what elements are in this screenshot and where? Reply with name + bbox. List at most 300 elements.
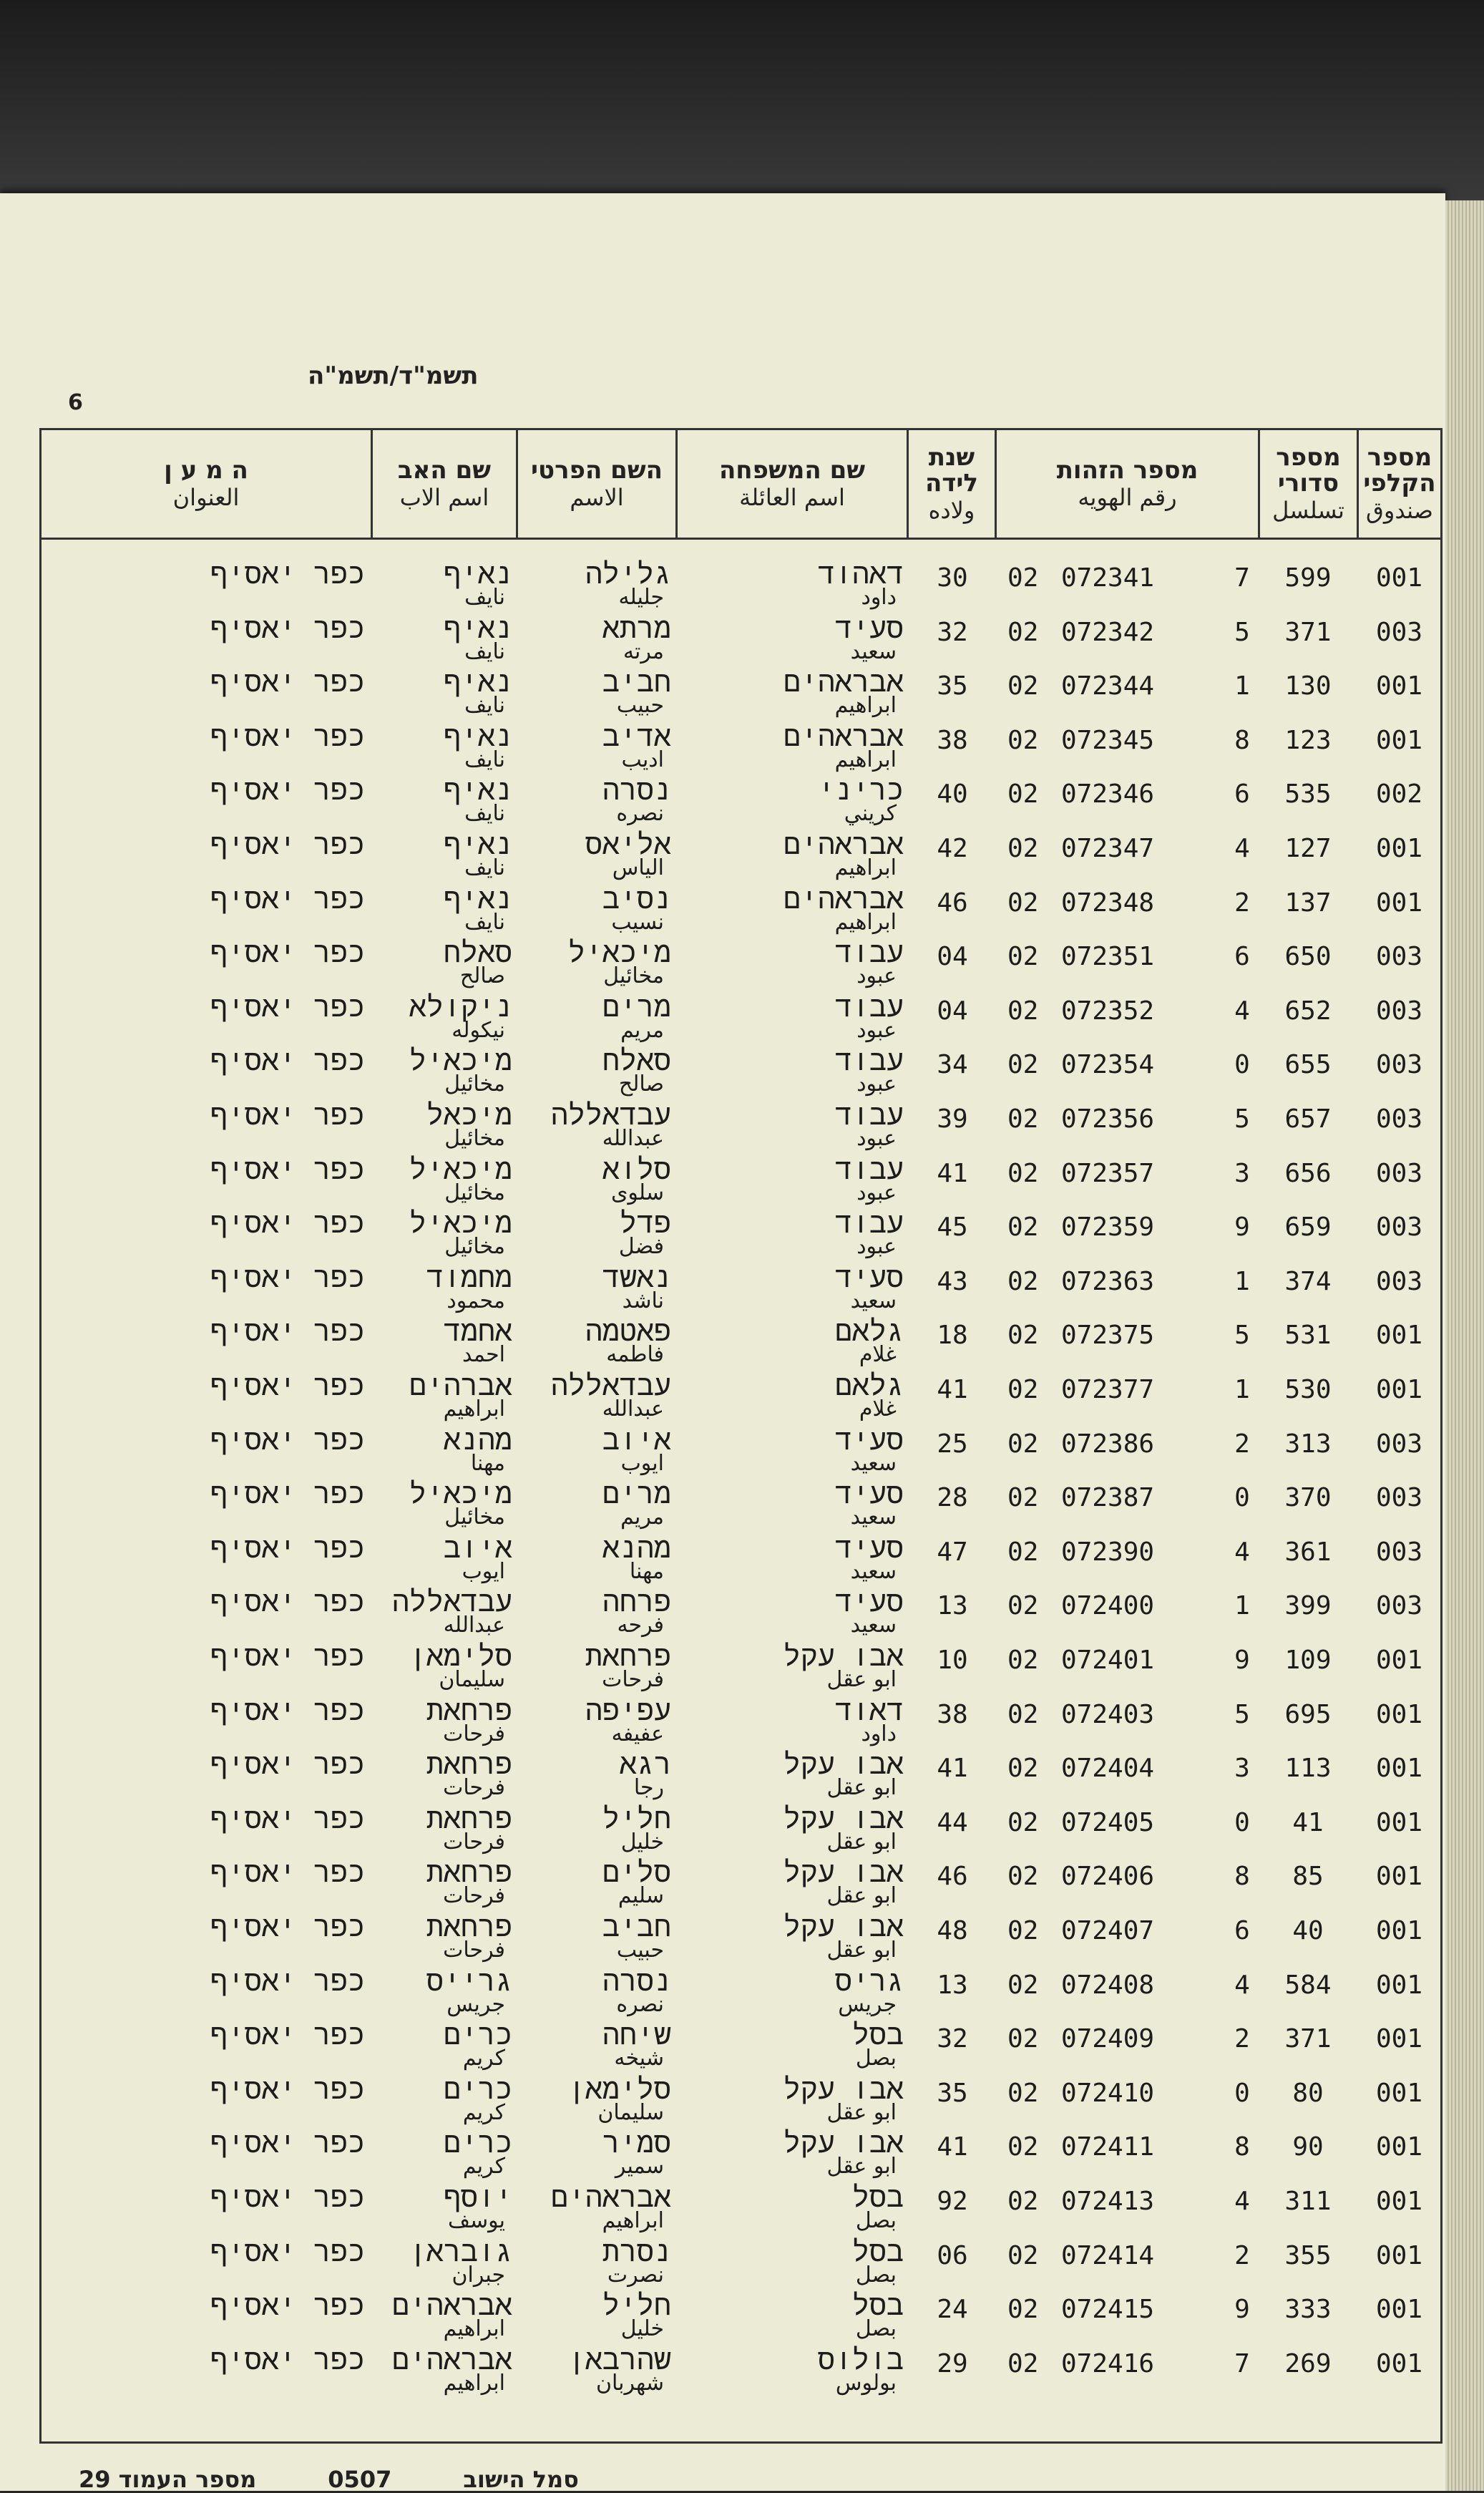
page-stack-edge: [1445, 200, 1484, 2491]
header-ballot-ar: صندوق: [1366, 497, 1433, 524]
cell-check: 0: [1234, 1050, 1250, 1080]
cell-id-prefix: 02: [1007, 1158, 1039, 1188]
cell-family-name-he: אבראהים: [783, 882, 904, 915]
cell-id: 072415: [1061, 2295, 1155, 2325]
cell-ballot: 003: [1375, 1104, 1423, 1134]
cell-first-name-he: פאטמה: [585, 1315, 671, 1348]
voter-table: [39, 428, 1442, 2444]
cell-father-name-he: מיכאיל: [409, 1152, 512, 1186]
cell-father-name-he: סלימאן: [409, 1640, 512, 1673]
cell-first-name-ar: صالح: [618, 1071, 664, 1097]
cell-id: 072352: [1061, 996, 1155, 1026]
cell-id: 072356: [1061, 1104, 1155, 1134]
cell-first-name-ar: عبدالله: [602, 1126, 664, 1151]
cell-address: כפר יאסיף: [210, 1585, 365, 1619]
cell-year: 43: [937, 1266, 968, 1296]
cell-id: 072409: [1061, 2024, 1155, 2054]
cell-check: 0: [1234, 1483, 1250, 1513]
cell-ballot: 001: [1375, 1970, 1423, 2000]
table-row: [42, 1153, 1440, 1207]
cell-family-name-ar: ابراهيم: [834, 855, 897, 880]
cell-id-prefix: 02: [1007, 1591, 1039, 1621]
cell-address: כפר יאסיף: [210, 2289, 365, 2323]
cell-family-name-ar: ابو عقل: [826, 1667, 897, 1692]
cell-check: 4: [1234, 996, 1250, 1026]
cell-year: 45: [937, 1213, 968, 1243]
cell-id-prefix: 02: [1007, 2078, 1039, 2108]
table-row: [42, 666, 1440, 719]
footer-locality-label: סמל הישוב: [463, 2466, 579, 2493]
cell-family-name-he: אבראהים: [783, 719, 904, 753]
cell-id-prefix: 02: [1007, 1375, 1039, 1404]
cell-first-name-he: עפיפה: [585, 1693, 671, 1727]
cell-family-name-ar: ابراهيم: [834, 693, 897, 719]
cell-address: כפר יאסיף: [210, 2127, 365, 2160]
cell-family-name-he: אבו עקל: [783, 2072, 904, 2106]
cell-id-prefix: 02: [1007, 2240, 1039, 2270]
cell-year: 35: [937, 2078, 968, 2108]
cell-serial: 361: [1284, 1537, 1332, 1567]
cell-year: 42: [937, 834, 968, 863]
cell-first-name-ar: ناشد: [622, 1288, 664, 1313]
cell-first-name-ar: مخائيل: [603, 963, 664, 989]
cell-father-name-ar: مخائيل: [444, 1180, 505, 1205]
cell-family-name-ar: بصل: [855, 2046, 897, 2071]
cell-year: 29: [937, 2348, 968, 2378]
cell-id: 072401: [1061, 1646, 1155, 1675]
cell-id-prefix: 02: [1007, 1104, 1039, 1134]
cell-first-name-he: גלילה: [585, 558, 671, 591]
cell-check: 4: [1234, 834, 1250, 863]
table-row: [42, 2181, 1440, 2235]
cell-address: כפר יאסיף: [210, 1152, 365, 1186]
cell-first-name-he: נסרת: [602, 2235, 671, 2268]
cell-id-prefix: 02: [1007, 1537, 1039, 1567]
cell-check: 1: [1234, 671, 1250, 701]
cell-id: 072411: [1061, 2132, 1155, 2162]
cell-ballot: 003: [1375, 1429, 1423, 1459]
cell-family-name-he: עבוד: [834, 936, 904, 970]
cell-address: כפר יאסיף: [210, 774, 365, 807]
cell-family-name-ar: عبود: [856, 1180, 897, 1205]
table-row: [42, 1802, 1440, 1856]
table-row: [42, 2289, 1440, 2343]
table-row: [42, 612, 1440, 666]
table-row: [42, 774, 1440, 827]
cell-family-name-ar: بصل: [855, 2262, 897, 2288]
cell-family-name-ar: سعيد: [850, 1558, 897, 1584]
cell-father-name-he: כרים: [443, 2127, 512, 2160]
cell-ballot: 001: [1375, 2295, 1423, 2325]
cell-family-name-ar: عبود: [856, 963, 897, 989]
table-row: [42, 1965, 1440, 2018]
cell-year: 04: [937, 942, 968, 972]
cell-first-name-he: אדיב: [602, 719, 671, 753]
table-row: [42, 2343, 1440, 2397]
cell-address: כפר יאסיף: [210, 1099, 365, 1132]
header-father-name: [373, 430, 516, 538]
cell-father-name-he: פרחאת: [426, 1693, 512, 1727]
table-row: [42, 1315, 1440, 1369]
cell-father-name-ar: فرحات: [443, 1775, 505, 1801]
cell-first-name-ar: فرحه: [617, 1613, 664, 1638]
cell-family-name-he: סעיד: [834, 1260, 904, 1294]
cell-ballot: 001: [1375, 2024, 1423, 2054]
cell-ballot: 001: [1375, 1916, 1423, 1945]
cell-first-name-ar: سمير: [615, 2154, 664, 2179]
cell-check: 2: [1234, 2240, 1250, 2270]
cell-first-name-he: נסרה: [602, 1964, 671, 1998]
header-id-ar: رقم الهويه: [1078, 484, 1177, 511]
header-family-ar: اسم العائلة: [739, 484, 845, 511]
cell-address: כפר יאסיף: [210, 1369, 365, 1402]
cell-check: 8: [1234, 725, 1250, 755]
cell-father-name-ar: ابراهيم: [443, 2316, 505, 2342]
cell-father-name-he: אבראהים: [391, 2343, 512, 2376]
cell-father-name-ar: مهنا: [470, 1450, 505, 1476]
cell-serial: 85: [1292, 1862, 1324, 1892]
cell-father-name-he: אבראהים: [391, 2289, 512, 2323]
cell-serial: 269: [1284, 2348, 1332, 2378]
cell-first-name-ar: رجا: [633, 1775, 664, 1801]
cell-first-name-ar: ايوب: [620, 1450, 664, 1476]
cell-year: 41: [937, 2132, 968, 2162]
cell-family-name-ar: ابو عقل: [826, 1829, 897, 1855]
table-row: [42, 1099, 1440, 1152]
cell-id-prefix: 02: [1007, 1699, 1039, 1729]
table-row: [42, 1856, 1440, 1910]
cell-first-name-he: מרתא: [602, 611, 671, 645]
cell-family-name-he: עבוד: [834, 990, 904, 1024]
cell-family-name-ar: عبود: [856, 1126, 897, 1151]
cell-family-name-he: עבוד: [834, 1044, 904, 1078]
cell-serial: 535: [1284, 779, 1332, 810]
table-row: [42, 1585, 1440, 1639]
cell-id: 072375: [1061, 1321, 1155, 1351]
cell-check: 6: [1234, 779, 1250, 810]
cell-first-name-ar: سلوى: [610, 1180, 664, 1205]
cell-address: כפר יאסיף: [210, 1964, 365, 1998]
cell-family-name-ar: ابو عقل: [826, 2154, 897, 2179]
cell-family-name-he: דאהוד: [817, 558, 904, 591]
cell-father-name-he: מיכאיל: [409, 1044, 512, 1078]
cell-id-prefix: 02: [1007, 1916, 1039, 1945]
cell-serial: 374: [1284, 1266, 1332, 1296]
header-id-number: [997, 430, 1258, 538]
cell-first-name-ar: فضل: [618, 1234, 664, 1260]
cell-id-prefix: 02: [1007, 1970, 1039, 2000]
cell-family-name-ar: بولوس: [835, 2370, 897, 2396]
cell-id-prefix: 02: [1007, 2024, 1039, 2054]
cell-ballot: 001: [1375, 2078, 1423, 2108]
cell-id-prefix: 02: [1007, 942, 1039, 972]
cell-first-name-he: עבדאללה: [550, 1099, 671, 1132]
cell-first-name-ar: شيخه: [614, 2046, 664, 2071]
cell-family-name-he: בסל: [851, 2289, 904, 2323]
cell-family-name-he: גלאם: [834, 1315, 904, 1348]
cell-father-name-ar: نايف: [464, 585, 505, 610]
cell-check: 8: [1234, 2132, 1250, 2162]
cell-first-name-he: אליאס: [585, 828, 671, 861]
cell-first-name-he: עבדאללה: [550, 1369, 671, 1402]
cell-father-name-ar: كريم: [462, 2046, 505, 2071]
cell-father-name-ar: نايف: [464, 801, 505, 827]
cell-ballot: 001: [1375, 1754, 1423, 1784]
cell-first-name-ar: عفيفه: [611, 1721, 664, 1746]
cell-family-name-ar: سعيد: [850, 1288, 897, 1313]
cell-check: 0: [1234, 2078, 1250, 2108]
cell-father-name-he: עבדאללה: [391, 1585, 512, 1619]
cell-ballot: 001: [1375, 2187, 1423, 2216]
cell-father-name-ar: نيكوله: [451, 1017, 505, 1043]
table-row: [42, 1424, 1440, 1477]
table-row: [42, 1369, 1440, 1423]
cell-father-name-ar: احمد: [462, 1342, 505, 1368]
cell-family-name-ar: كريني: [844, 801, 897, 827]
header-birth-year: [909, 430, 995, 538]
cell-first-name-ar: مهنا: [629, 1558, 664, 1584]
cell-year: 32: [937, 617, 968, 647]
cell-ballot: 001: [1375, 1862, 1423, 1892]
cell-id: 072414: [1061, 2240, 1155, 2270]
cell-family-name-ar: سعيد: [850, 638, 897, 664]
cell-serial: 652: [1284, 996, 1332, 1026]
cell-check: 1: [1234, 1375, 1250, 1404]
cell-ballot: 001: [1375, 1321, 1423, 1351]
cell-father-name-ar: عبدالله: [443, 1613, 505, 1638]
cell-serial: 650: [1284, 942, 1332, 972]
header-serial: [1260, 430, 1357, 538]
cell-father-name-he: נאיף: [443, 719, 512, 753]
cell-family-name-he: אבו עקל: [783, 1910, 904, 1943]
cell-serial: 599: [1284, 563, 1332, 593]
cell-ballot: 001: [1375, 671, 1423, 701]
table-row: [42, 2235, 1440, 2289]
cell-first-name-he: חביב: [602, 1910, 671, 1943]
cell-address: כפר יאסיף: [210, 1748, 365, 1782]
cell-serial: 127: [1284, 834, 1332, 863]
cell-family-name-ar: داود: [861, 1721, 897, 1746]
cell-first-name-ar: مريم: [620, 1017, 664, 1043]
cell-address: כפר יאסיף: [210, 1693, 365, 1727]
cell-ballot: 001: [1375, 2348, 1423, 2378]
cell-first-name-ar: شهربان: [595, 2370, 664, 2396]
cell-father-name-he: מיכאיל: [409, 1207, 512, 1240]
cell-id-prefix: 02: [1007, 563, 1039, 593]
cell-first-name-ar: الياس: [612, 855, 664, 880]
cell-first-name-he: סלים: [602, 1856, 671, 1890]
cell-father-name-he: יוסף: [443, 2181, 512, 2214]
cell-id-prefix: 02: [1007, 617, 1039, 647]
cell-father-name-he: גרייס: [426, 1964, 512, 1998]
cell-first-name-he: מהנא: [602, 1531, 671, 1565]
cell-serial: 90: [1292, 2132, 1324, 2162]
cell-year: 35: [937, 671, 968, 701]
cell-check: 5: [1234, 617, 1250, 647]
cell-family-name-ar: ابو عقل: [826, 1938, 897, 1963]
cell-first-name-he: סלוא: [602, 1152, 671, 1186]
cell-first-name-he: סמיר: [602, 2127, 671, 2160]
cell-year: 24: [937, 2295, 968, 2325]
cell-first-name-he: נסרה: [602, 774, 671, 807]
cell-family-name-he: עבוד: [834, 1099, 904, 1132]
cell-address: כפר יאסיף: [210, 828, 365, 861]
cell-family-name-he: אבו עקל: [783, 1856, 904, 1890]
cell-year: 41: [937, 1158, 968, 1188]
cell-first-name-ar: نصرت: [607, 2262, 664, 2288]
cell-serial: 109: [1284, 1646, 1332, 1675]
cell-father-name-ar: فرحات: [443, 1829, 505, 1855]
cell-id-prefix: 02: [1007, 1050, 1039, 1080]
footer-code: 0507: [328, 2466, 392, 2493]
cell-serial: 80: [1292, 2078, 1324, 2108]
cell-check: 4: [1234, 1537, 1250, 1567]
cell-ballot: 001: [1375, 1375, 1423, 1404]
cell-year: 13: [937, 1970, 968, 2000]
cell-id-prefix: 02: [1007, 1429, 1039, 1459]
header-ballot-he: מספר הקלפי: [1363, 443, 1436, 497]
cell-family-name-ar: سعيد: [850, 1450, 897, 1476]
cell-first-name-ar: سليم: [617, 1883, 664, 1909]
header-first-he: השם הפרטי: [531, 456, 663, 485]
cell-id-prefix: 02: [1007, 1266, 1039, 1296]
cell-father-name-ar: محمود: [446, 1288, 505, 1313]
cell-first-name-ar: حبيب: [616, 693, 664, 719]
cell-id: 072342: [1061, 617, 1155, 647]
cell-father-name-he: נאיף: [443, 558, 512, 591]
cell-address: כפר יאסיף: [210, 990, 365, 1024]
cell-check: 1: [1234, 1591, 1250, 1621]
cell-address: כפר יאסיף: [210, 611, 365, 645]
cell-check: 6: [1234, 1916, 1250, 1945]
table-row: [42, 1910, 1440, 1964]
cell-check: 7: [1234, 563, 1250, 593]
cell-father-name-ar: فرحات: [443, 1938, 505, 1963]
cell-address: כפר יאסיף: [210, 1640, 365, 1673]
cell-first-name-he: חליל: [602, 1802, 671, 1835]
cell-family-name-ar: سعيد: [850, 1505, 897, 1530]
cell-father-name-he: סאלח: [443, 936, 512, 970]
cell-ballot: 001: [1375, 1699, 1423, 1729]
cell-father-name-ar: نايف: [464, 855, 505, 880]
table-row: [42, 1207, 1440, 1260]
cell-first-name-he: שהרבאן: [567, 2343, 671, 2376]
cell-id: 072344: [1061, 671, 1155, 701]
cell-year: 47: [937, 1537, 968, 1567]
cell-year: 25: [937, 1429, 968, 1459]
cell-family-name-ar: جريس: [838, 1991, 897, 2017]
cell-id: 072416: [1061, 2348, 1155, 2378]
cell-year: 92: [937, 2187, 968, 2216]
cell-id: 072347: [1061, 834, 1155, 863]
cell-id-prefix: 02: [1007, 834, 1039, 863]
cell-id-prefix: 02: [1007, 1213, 1039, 1243]
cell-father-name-ar: كريم: [462, 2154, 505, 2179]
cell-family-name-he: אבו עקל: [783, 1802, 904, 1835]
cell-id: 072359: [1061, 1213, 1155, 1243]
cell-first-name-ar: ابراهيم: [602, 2208, 664, 2233]
cell-father-name-ar: مخائيل: [444, 1126, 505, 1151]
cell-serial: 113: [1284, 1754, 1332, 1784]
cell-first-name-he: שיחה: [602, 2018, 671, 2052]
cell-address: כפר יאסיף: [210, 558, 365, 591]
cell-check: 7: [1234, 2348, 1250, 2378]
table-header: [42, 430, 1440, 540]
cell-id-prefix: 02: [1007, 779, 1039, 810]
cell-father-name-ar: مخائيل: [444, 1505, 505, 1530]
cell-first-name-ar: خليل: [620, 1829, 664, 1855]
cell-id-prefix: 02: [1007, 2187, 1039, 2216]
cell-year: 39: [937, 1104, 968, 1134]
cell-father-name-he: נאיף: [443, 611, 512, 645]
header-address: [42, 430, 371, 538]
cell-father-name-ar: سليمان: [439, 1667, 505, 1692]
table-row: [42, 1694, 1440, 1748]
cell-address: כפר יאסיף: [210, 1207, 365, 1240]
cell-first-name-ar: نصره: [616, 801, 664, 827]
cell-first-name-he: נסיב: [602, 882, 671, 915]
cell-serial: 655: [1284, 1050, 1332, 1080]
page-title: תשמ"ד/תשמ"ה: [308, 361, 479, 390]
table-row: [42, 936, 1440, 990]
table-row: [42, 720, 1440, 774]
header-address-ar: العنوان: [172, 484, 240, 511]
cell-first-name-he: חליל: [602, 2289, 671, 2323]
cell-id: 072377: [1061, 1375, 1155, 1404]
cell-first-name-he: פדל: [619, 1207, 671, 1240]
header-serial-he: מספר סדורי: [1276, 443, 1341, 497]
cell-id-prefix: 02: [1007, 888, 1039, 918]
cell-first-name-he: נאשד: [602, 1260, 671, 1294]
cell-serial: 399: [1284, 1591, 1332, 1621]
table-row: [42, 991, 1440, 1044]
cell-father-name-he: איוב: [443, 1531, 512, 1565]
cell-family-name-he: בסל: [851, 2181, 904, 2214]
cell-ballot: 003: [1375, 942, 1423, 972]
cell-first-name-ar: فرحات: [602, 1667, 664, 1692]
page-number: 6: [68, 390, 83, 415]
header-family-he: שם המשפחה: [718, 456, 866, 485]
cell-family-name-ar: غلام: [859, 1342, 897, 1368]
cell-id-prefix: 02: [1007, 1321, 1039, 1351]
cell-father-name-he: כרים: [443, 2018, 512, 2052]
cell-family-name-he: סעיד: [834, 1423, 904, 1457]
cell-first-name-he: רגא: [619, 1748, 671, 1782]
cell-family-name-ar: غلام: [859, 1396, 897, 1422]
cell-address: כפר יאסיף: [210, 719, 365, 753]
cell-father-name-ar: ابراهيم: [443, 1396, 505, 1422]
cell-first-name-he: מרים: [602, 990, 671, 1024]
cell-serial: 313: [1284, 1429, 1332, 1459]
cell-family-name-he: סעיד: [834, 1585, 904, 1619]
cell-family-name-ar: داود: [861, 585, 897, 610]
cell-family-name-ar: عبود: [856, 1017, 897, 1043]
cell-check: 5: [1234, 1699, 1250, 1729]
cell-check: 9: [1234, 2295, 1250, 2325]
cell-ballot: 001: [1375, 1646, 1423, 1675]
cell-father-name-ar: نايف: [464, 909, 505, 935]
cell-father-name-he: גובראן: [409, 2235, 512, 2268]
cell-id: 072404: [1061, 1754, 1155, 1784]
cell-serial: 333: [1284, 2295, 1332, 2325]
cell-check: 1: [1234, 1266, 1250, 1296]
cell-family-name-ar: سعيد: [850, 1613, 897, 1638]
footer-page-index: 29 מספר העמוד: [79, 2466, 257, 2493]
cell-address: כפר יאסיף: [210, 1260, 365, 1294]
cell-address: כפר יאסיף: [210, 2343, 365, 2376]
cell-id: 072390: [1061, 1537, 1155, 1567]
cell-year: 46: [937, 1862, 968, 1892]
